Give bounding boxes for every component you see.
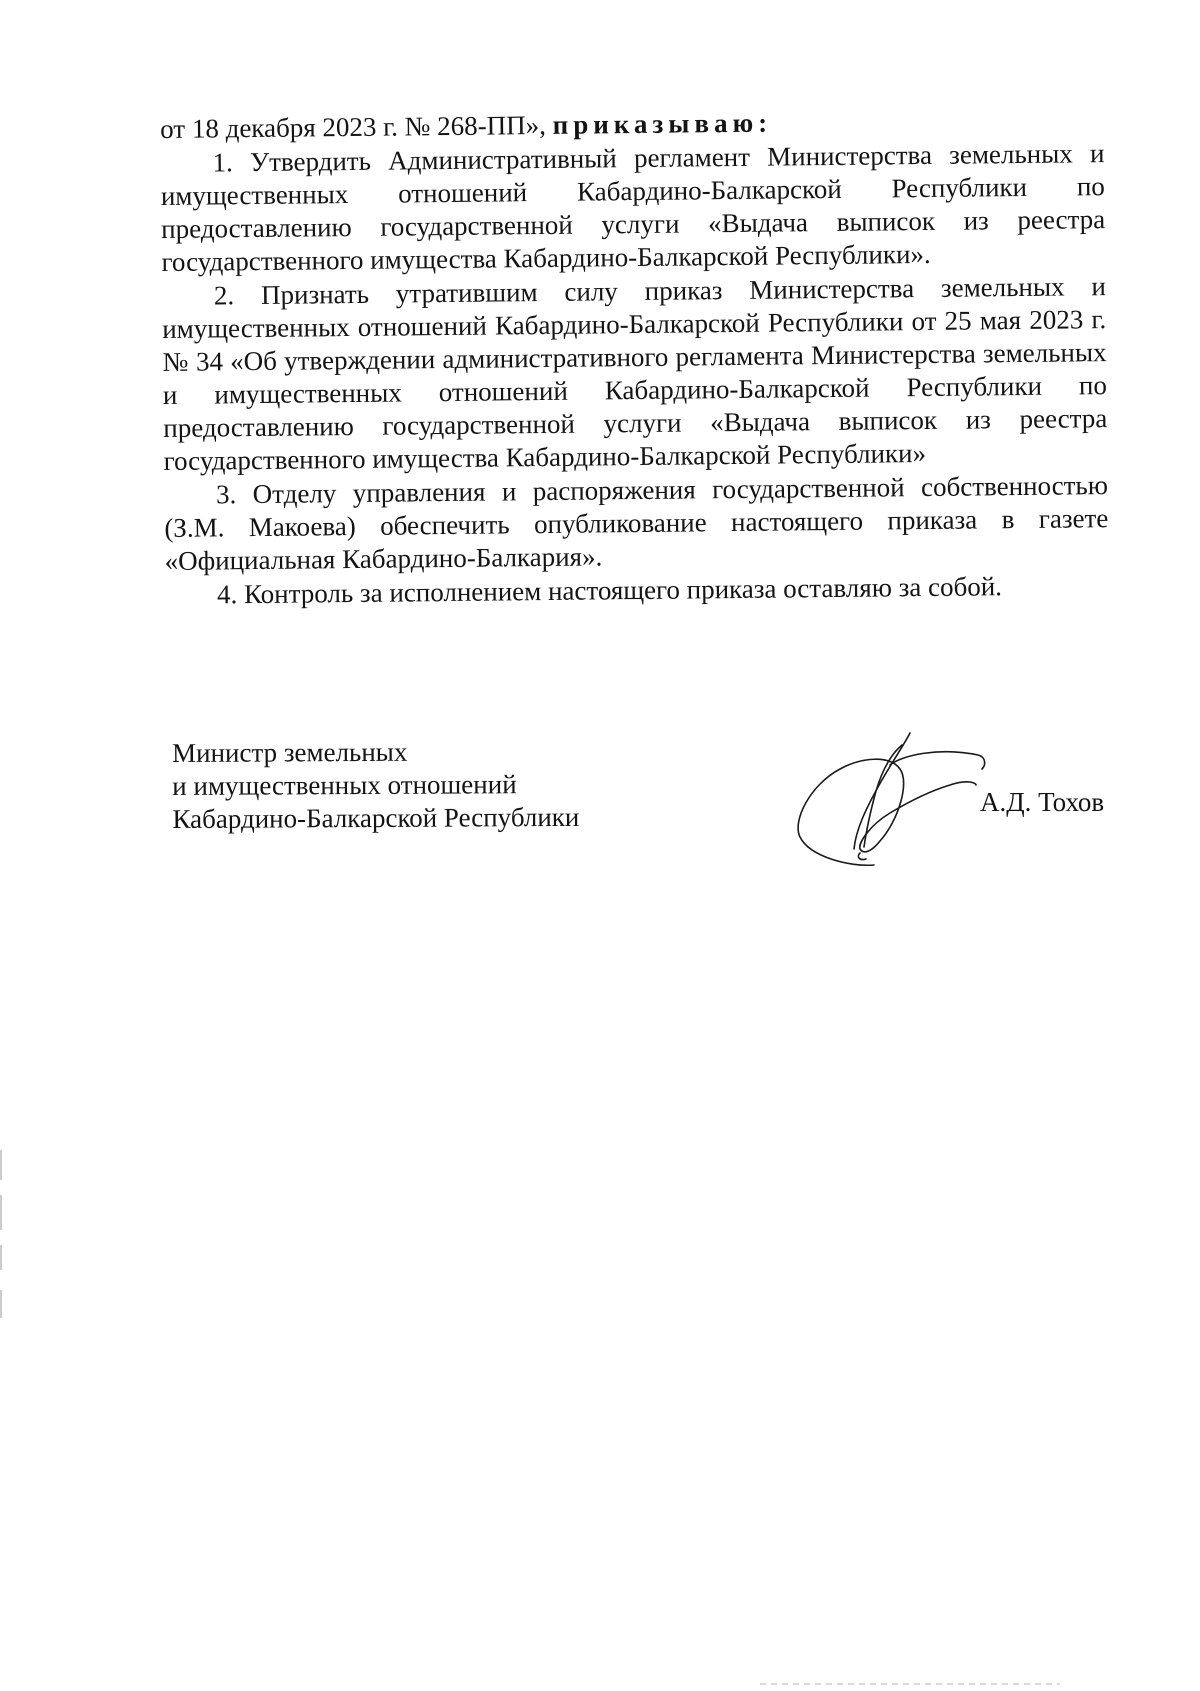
item-2: 2. Признать утратившим силу приказ Министерства земельных и имущественных отношений Кабардино-Балкарской Республики от 25 мая 2023 г. № 34 «Об утверждении административного регламента Министерства земельных и имущественных отношений Кабардино-Балкарской Республики по предоставлению государственной услуги «Выдача выписок из реестра государственного имущества Кабардино-Балкарской Республики» bbox=[162, 271, 1108, 476]
signatory-position bbox=[172, 735, 579, 836]
item-4: 4. Контроль за исполнением настоящего приказа оставляю за собой. bbox=[216, 571, 1003, 610]
item-3: 3. Отделу управления и распоряжения государственной собственностью (З.М. Макоева) обеспечить опубликование настоящего приказа в газете «Официальная Кабардино-Балкария». bbox=[164, 470, 1109, 576]
scan-edge-marks bbox=[0, 1150, 4, 1320]
position-line-2: и имущественных отношений bbox=[172, 769, 517, 801]
lead-emphasis: приказываю: bbox=[552, 107, 773, 140]
lead-prefix: от 18 декабря 2023 г. № 268-ПП», bbox=[160, 109, 553, 144]
signer-name: А.Д. Тохов bbox=[980, 787, 1105, 817]
document-body bbox=[160, 103, 1109, 613]
position-line-3: Кабардино-Балкарской Республики bbox=[172, 801, 580, 834]
handwritten-signature bbox=[790, 725, 990, 870]
item-1: 1. Утвердить Административный регламент Министерства земельных и имущественных отношений Кабардино-Балкарской Республики по предоставлению государственной услуги «Выдача выписок из реестра государственного имущества Кабардино-Балкарской Республики». bbox=[160, 138, 1106, 277]
scan-bottom-marks bbox=[760, 1681, 1060, 1687]
position-line-1: Министр земельных bbox=[172, 736, 408, 768]
